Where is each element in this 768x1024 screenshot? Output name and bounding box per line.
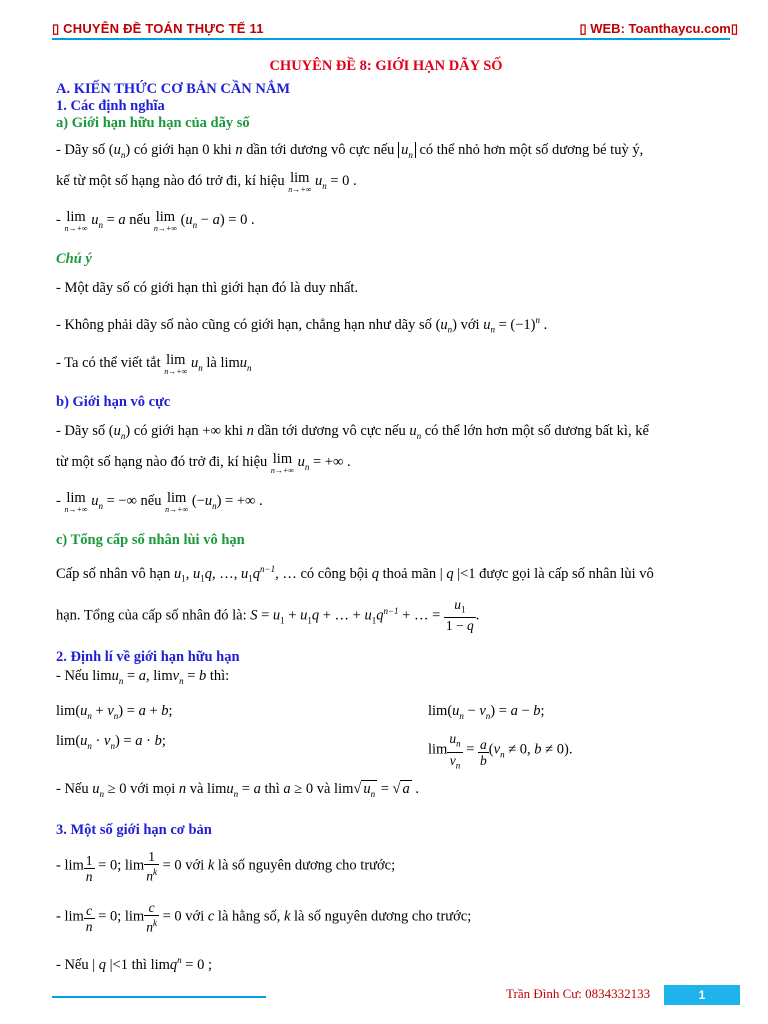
text: dần tới dương vô cực nếu bbox=[246, 142, 395, 158]
theorem-condition: - Nếu limu$_n$ = a, limv$_n$ = b thì: bbox=[56, 668, 230, 687]
text: khi bbox=[224, 423, 243, 440]
text: - Ta có thể viết tắt bbox=[56, 355, 161, 372]
text: - Nếu bbox=[56, 956, 89, 973]
text: là số nguyên dương cho trước; bbox=[294, 908, 472, 925]
header-right-text: ▯ WEB: Toanthaycu.com▯ bbox=[579, 21, 738, 36]
text: - Nếu bbox=[56, 668, 89, 685]
text: được gọi là cấp số nhân lùi vô bbox=[479, 565, 654, 582]
text: với bbox=[185, 908, 205, 925]
text: có thể nhỏ hơn một số dương bé tuỳ ý, bbox=[419, 142, 644, 158]
text: nếu bbox=[140, 493, 162, 510]
basic-limit-2: - lim $\frac{c}{n}$ = 0; lim $\frac{c}{n^k}$ = 0 với c là hằng số, k là số nguyên dương cho trước; bbox=[56, 899, 472, 935]
document-title: CHUYÊN ĐỀ 8: GIỚI HẠN DÃY SỐ bbox=[269, 58, 503, 74]
text: - Nếu bbox=[56, 781, 89, 798]
text: - Không phải dãy số nào cũng có giới hạn, chẳng hạn như dãy số bbox=[56, 316, 432, 333]
theorem-sqrt: - Nếu $u_n \ge 0$ với mọi n và limu$_n$ = a thì a ≥ 0 và lim√ $u_n$ = √ a . bbox=[56, 781, 419, 800]
finite-limit-heading: a) Giới hạn hữu hạn của dãy số bbox=[56, 115, 250, 131]
text: và bbox=[189, 781, 204, 798]
text: hạn. Tổng của cấp số nhân đó là: bbox=[56, 607, 247, 624]
infinite-limit-paragraph-line2: từ một số hạng nào đó trở đi, kí hiệu lim n→+∞ $u_n$ = +∞ . bbox=[56, 451, 351, 476]
text: với mọi bbox=[130, 781, 176, 798]
text: và bbox=[316, 781, 331, 798]
limit-a-definition: - lim n→+∞ $u_n = a$ nếu lim n→+∞ $(u_n - a) = 0$ . bbox=[56, 208, 255, 233]
note-1: - Một dãy số có giới hạn thì giới hạn đó là duy nhất. bbox=[56, 279, 359, 296]
document-body bbox=[56, 58, 716, 975]
infinite-limit-paragraph: - Dãy số $(u_n)$ có giới hạn +∞ khi n dần tới dương vô cực nếu $u_n$ có thể lớn hơn một số dương bất kì, kể bbox=[56, 423, 649, 442]
theorem-row-2: $\lim(u_n \cdot v_n) = a \cdot b$; lim $\frac{u_n}{v_n}$ = $\frac{a}{b}$ ($v_n \ne 0$, b ≠ 0). bbox=[56, 731, 573, 771]
geometric-series-paragraph: Cấp số nhân vô hạn $u_1$, $u_1q$, …, $u_1q^{n-1}$, … có công bội q thoả mãn | q |<1 được gọi là cấp số nhân lùi vô bbox=[56, 563, 654, 584]
geometric-series-heading: c) Tổng cấp số nhân lùi vô hạn bbox=[56, 531, 245, 548]
finite-limit-paragraph: - Dãy số $(u_n)$ có giới hạn 0 khi n dần tới dương vô cực nếu $u_n$ có thể nhỏ hơn một số dương bé tuỳ ý, bbox=[56, 142, 644, 160]
text: có giới hạn bbox=[133, 423, 199, 440]
text: Cấp số nhân vô hạn bbox=[56, 565, 171, 582]
finite-limit-paragraph-line2: kể từ một số hạng nào đó trở đi, kí hiệu lim n→+∞ $u_n = 0$ . bbox=[56, 169, 357, 194]
geometric-series-sum: hạn. Tổng của cấp số nhân đó là: $S = u_1 + u_1q$ + … + $u_1q^{n-1}$ + … = $\frac{u_1}{1 - q}$ . bbox=[56, 596, 480, 634]
note-2: - Không phải dãy số nào cũng có giới hạn, chẳng hạn như dãy số $(u_n)$ với $u_n = (-1)^n$ . bbox=[56, 314, 548, 335]
text: nếu bbox=[129, 211, 151, 228]
basic-limit-1: - lim $\frac{1}{n}$ = 0; lim $\frac{1}{n^k}$ = 0 với k là số nguyên dương cho trước; bbox=[56, 849, 396, 884]
note-3: - Ta có thể viết tắt lim n→+∞ $u_n$ là limu$_n$ bbox=[56, 352, 252, 377]
text: có giới hạn 0 khi bbox=[133, 142, 232, 158]
text: dần tới dương vô cực nếu bbox=[257, 423, 406, 440]
definitions-heading: 1. Các định nghĩa bbox=[56, 98, 165, 114]
text: thì bbox=[131, 956, 147, 973]
text: có thể lớn hơn một số dương bất kì, kể bbox=[424, 423, 649, 440]
header-divider bbox=[52, 38, 730, 40]
text: thì: bbox=[209, 668, 230, 685]
theorem-heading: 2. Định lí về giới hạn hữu hạn bbox=[56, 649, 240, 666]
text: thì bbox=[264, 781, 280, 798]
text: là số nguyên dương cho trước; bbox=[217, 857, 396, 874]
text: là bbox=[206, 355, 217, 372]
text: - Dãy số bbox=[56, 142, 106, 158]
text: với bbox=[185, 857, 205, 874]
text: - Dãy số bbox=[56, 423, 106, 440]
infinite-limit-heading: b) Giới hạn vô cực bbox=[56, 394, 171, 411]
minus-infinity-definition: - lim n→+∞ $u_n$ = −∞ nếu lim n→+∞ $(-u_n)$ = +∞ . bbox=[56, 490, 263, 515]
section-a-heading: A. KIẾN THỨC CƠ BẢN CẦN NẮM bbox=[56, 81, 291, 97]
note-heading: Chú ý bbox=[56, 250, 92, 267]
text: là hằng số, bbox=[217, 908, 281, 925]
theorem-row-1: $\lim(u_n + v_n) = a + b$; $\lim(u_n - v_n) = a - b$; bbox=[56, 703, 545, 722]
basic-limit-3: - Nếu | q |<1 thì limq$^n$ = 0 ; bbox=[56, 955, 212, 973]
basic-limits-heading: 3. Một số giới hạn cơ bản bbox=[56, 822, 212, 839]
footer-divider bbox=[52, 996, 266, 998]
text: có công bội bbox=[300, 565, 369, 582]
text: từ một số hạng nào đó trở đi, kí hiệu bbox=[56, 454, 268, 471]
text: kể từ một số hạng nào đó trở đi, kí hiệu bbox=[56, 172, 285, 189]
text: với bbox=[460, 316, 480, 333]
footer-author: Trần Đình Cư: 0834332133 bbox=[506, 986, 651, 1001]
header-left-text: ▯ CHUYÊN ĐỀ TOÁN THỰC TẾ 11 bbox=[52, 21, 264, 36]
text: thoả mãn bbox=[382, 565, 437, 582]
page-header bbox=[0, 0, 768, 40]
page-number: 1 bbox=[664, 985, 740, 1005]
